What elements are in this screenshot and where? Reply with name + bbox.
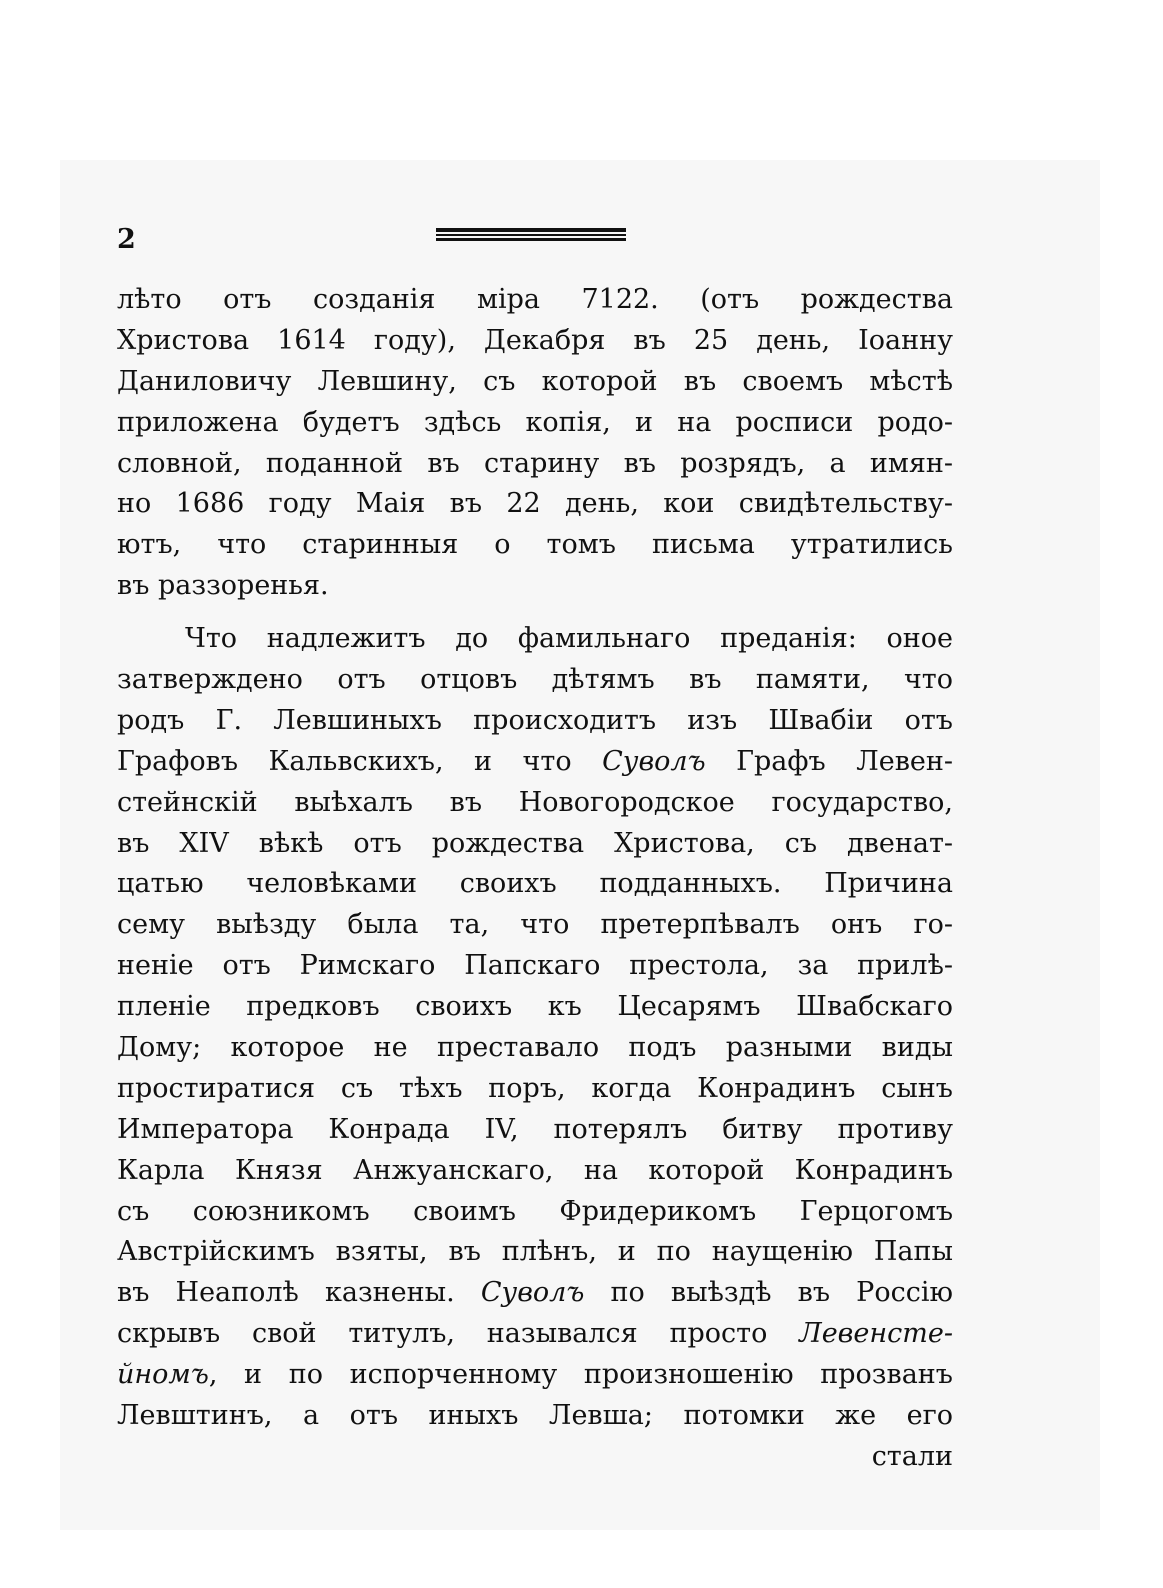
italic-name: Левенсте- — [799, 1318, 953, 1350]
text-line: Императора Конрада IV, потерялъ битву противу — [117, 1113, 953, 1145]
text-line: Дому; которое не преставало подъ разными виды — [117, 1032, 953, 1064]
text-line: въ раззоренья. — [117, 570, 329, 602]
text-line: приложена будетъ здѣсь копія, и на росписи родо- — [117, 406, 953, 438]
text-line: родъ Г. Левшиныхъ происходитъ изъ Швабіи отъ — [117, 704, 953, 736]
italic-name: йномъ — [117, 1359, 209, 1391]
text-line: цатью человѣками своихъ подданныхъ. Причина — [117, 868, 953, 900]
text-segment: Графовъ Кальвскихъ, и что — [117, 745, 572, 777]
text-line: неніе отъ Римскаго Папскаго престола, за прилѣ- — [117, 950, 953, 982]
text-line — [117, 1273, 953, 1314]
text-line: ютъ, что старинныя о томъ письма утратились — [117, 529, 953, 561]
italic-name: Суволъ — [602, 745, 706, 777]
text-line: Австрійскимъ взяты, въ плѣнъ, и по наущенію Папы — [117, 1236, 953, 1268]
text-line: стейнскій выѣхалъ въ Новогородское государство, — [117, 786, 953, 818]
text-segment: Графъ Левен- — [736, 745, 954, 777]
text-line: но 1686 году Маія въ 22 день, кои свидѣтельству- — [117, 488, 953, 520]
text-line: въ XIV вѣкѣ отъ рождества Христова, съ двенат- — [117, 827, 953, 859]
text-segment: въ Неаполѣ казнены. — [117, 1277, 455, 1309]
text-line: Карла Князя Анжуанскаго, на которой Конрадинъ — [117, 1154, 953, 1186]
text-line: лѣто отъ созданія міра 7122. (отъ рождества — [117, 284, 953, 315]
paragraph-gap — [117, 607, 953, 619]
text-line: словной, поданной въ старину въ розрядъ, а имян- — [117, 447, 953, 479]
text-line: сему выѣзду была та, что претерпѣвалъ онъ го- — [117, 909, 953, 941]
text-line: пленіе предковъ своихъ къ Цесарямъ Швабскаго — [117, 991, 953, 1023]
text-line — [117, 1355, 953, 1396]
text-line: Даниловичу Левшину, съ которой въ своемъ мѣстѣ — [117, 365, 953, 397]
text-segment: , и по испорченному произношенію прозванъ — [208, 1359, 953, 1391]
text-line — [117, 742, 953, 783]
catchword: стали — [871, 1440, 953, 1472]
text-line: простиратися съ тѣхъ поръ, когда Конрадинъ сынъ — [117, 1072, 953, 1104]
page-number: 2 — [117, 224, 136, 255]
header-ornament — [436, 228, 626, 242]
text-segment: по выѣздѣ въ Россію — [610, 1277, 953, 1309]
italic-name: Суволъ — [480, 1277, 585, 1309]
text-line: затверждено отъ отцовъ дѣтямъ въ памяти, что — [117, 664, 953, 696]
body-text — [117, 280, 953, 1478]
text-line: Левштинъ, а отъ иныхъ Левша; потомки же его — [117, 1400, 953, 1432]
text-line: Что надлежитъ до фамильнаго преданія: оное — [185, 623, 953, 655]
text-line: Христова 1614 году), Декабря въ 25 день, Іоанну — [117, 324, 953, 356]
text-line — [117, 1314, 953, 1355]
text-segment: скрывъ свой титулъ, назывался просто — [117, 1318, 768, 1350]
text-line: съ союзникомъ своимъ Фридерикомъ Герцогомъ — [117, 1195, 953, 1227]
